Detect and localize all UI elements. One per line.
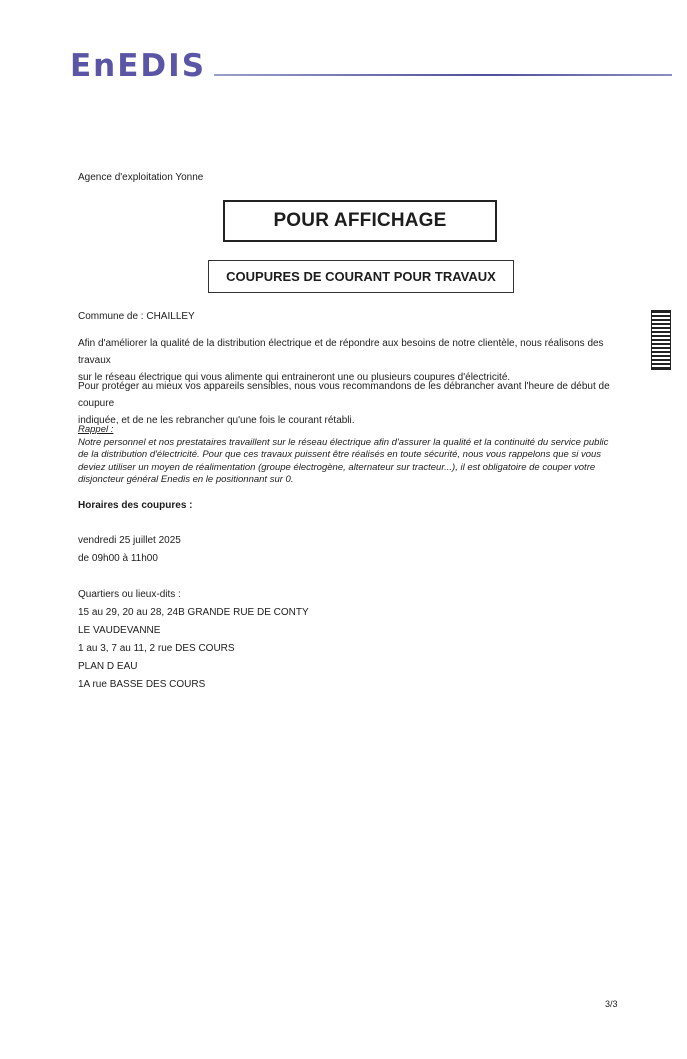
notice-title: POUR AFFICHAGE [273, 210, 447, 231]
location-item: 1A rue BASSE DES COURS [78, 679, 206, 690]
rappel-line-4: disjoncteur général Enedis en le positionnant sur 0. [78, 474, 294, 485]
intro-line-2: sur le réseau électrique qui vous alimente qui entraineront une ou plusieurs coupures d'électricité. [78, 372, 511, 383]
header-rule [214, 74, 672, 76]
rappel-title: Rappel : [78, 424, 114, 435]
datamatrix-code-icon [651, 310, 671, 370]
location-item: 1 au 3, 7 au 11, 2 rue DES COURS [78, 643, 235, 654]
agency-name: Agence d'exploitation Yonne [78, 172, 204, 183]
rappel-line-1: Notre personnel et nos prestataires travaillent sur le réseau électrique afin d'assurer la qualité et la continuité du service public [78, 436, 609, 448]
notice-subtitle-box [208, 260, 514, 293]
rappel-line-2: de la distribution d'électricité. Pour que ces travaux puissent être réalisés en toute sécurité, nous vous rappelons que si vous [78, 449, 602, 460]
page-number: 3/3 [605, 999, 618, 1009]
advice-line-1: Pour protéger au mieux vos appareils sensibles, nous vous recommandons de les débrancher avant l'heure de début de coupure [78, 381, 610, 409]
intro-line-1: Afin d'améliorer la qualité de la distribution électrique et de répondre aux besoins de notre clientèle, nous réalisons des travaux [78, 338, 604, 366]
advice-paragraph [78, 378, 638, 429]
location-item: LE VAUDEVANNE [78, 625, 161, 636]
schedule-title: Horaires des coupures : [78, 500, 193, 511]
location-item: PLAN D EAU [78, 661, 138, 672]
commune-label: Commune de : CHAILLEY [78, 311, 195, 322]
schedule-hours: de 09h00 à 11h00 [78, 553, 158, 564]
locations-title: Quartiers ou lieux-dits : [78, 589, 181, 600]
enedis-logo: EnEDIS [70, 48, 207, 84]
schedule-date: vendredi 25 juillet 2025 [78, 535, 181, 546]
rappel-block [78, 424, 638, 487]
location-item: 15 au 29, 20 au 28, 24B GRANDE RUE DE CONTY [78, 607, 309, 618]
advice-line-2: indiquée, et de ne les rebrancher qu'une fois le courant rétabli. [78, 415, 355, 426]
notice-title-box [223, 200, 497, 242]
notice-subtitle: COUPURES DE COURANT POUR TRAVAUX [226, 269, 496, 284]
rappel-line-3: deviez utiliser un moyen de réalimentation (groupe électrogène, alternateur sur tracteur...), il est obligatoire de couper votre [78, 461, 596, 473]
